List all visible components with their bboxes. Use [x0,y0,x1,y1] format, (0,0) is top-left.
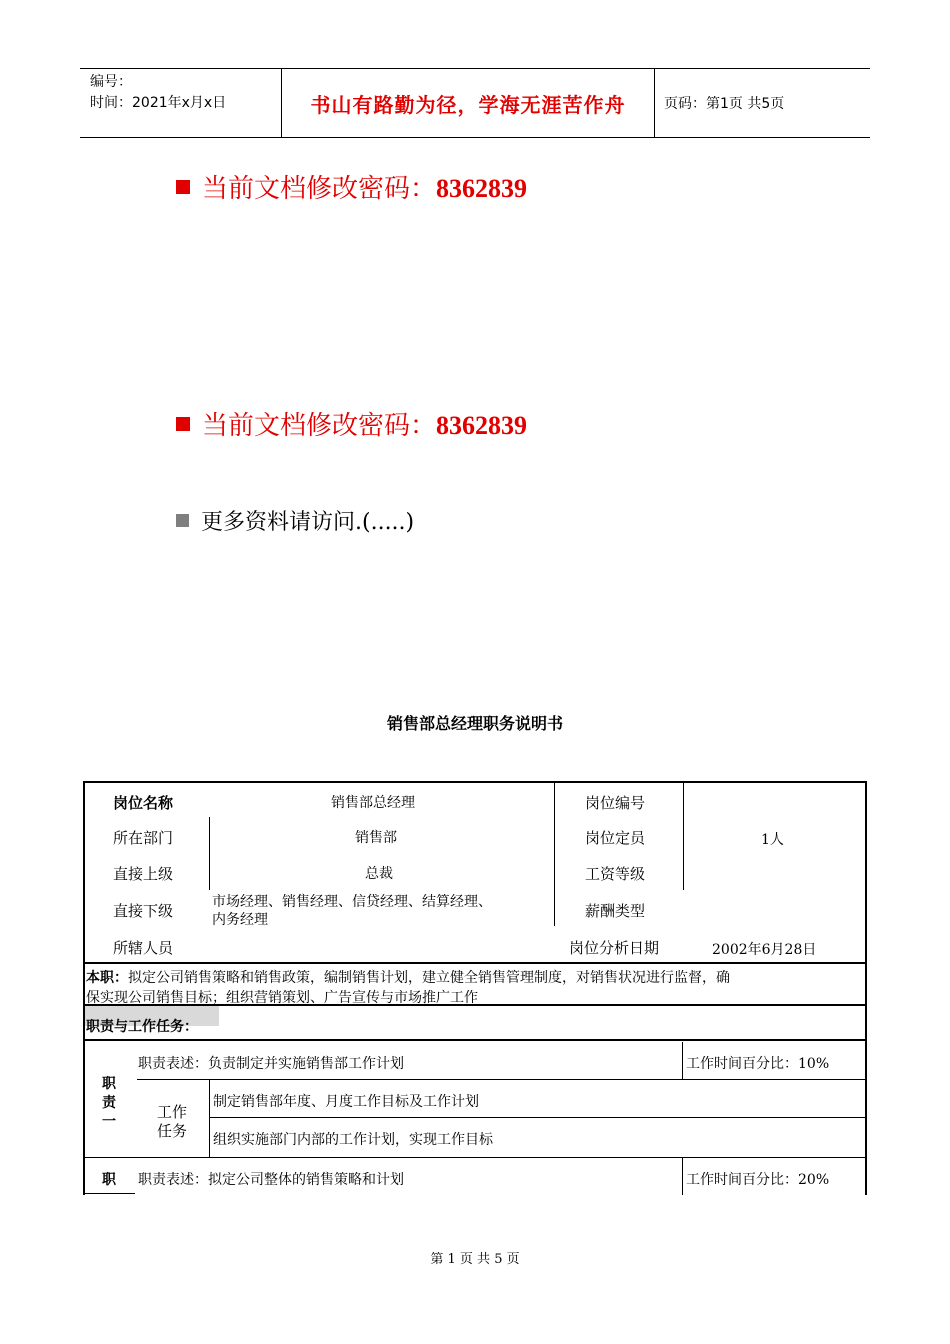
duty1-side-char-1: 职 [102,1076,116,1092]
red-square-bullet-icon [176,417,190,431]
position-name-value: 销售部总经理 [331,795,415,811]
header-number: 编号： [90,74,132,90]
divider [137,1157,865,1158]
duty1-time: 工作时间百分比：10% [686,1056,830,1072]
divider [85,962,865,964]
subordinates-value-line1: 市场经理、销售经理、信贷经理、结算经理、 [212,894,492,910]
divider [85,1157,137,1158]
duty2-side-char: 职 [102,1172,116,1188]
job-description-table [83,781,867,1195]
duties-heading: 职责与工作任务： [86,1019,198,1035]
page-footer: 第 1 页 共 5 页 [430,1252,520,1267]
header-motto: 书山有路勤为径，学海无涯苦作舟 [282,69,655,137]
position-no-label: 岗位编号 [585,794,646,812]
subordinates-value-line2: 内务经理 [212,912,268,928]
password-code: 8362839 [436,411,528,440]
password-notice-text: 当前文档修改密码： [202,174,437,204]
header-page-info: 页码：第1页 共5页 [664,96,785,112]
pay-type-label: 薪酬类型 [585,902,646,920]
header-time: 时间：2021年x月x日 [90,95,227,111]
divider [209,817,210,890]
superior-label: 直接上级 [113,865,174,883]
divider [85,1193,135,1194]
duty2-statement: 职责表述：拟定公司整体的销售策略和计划 [138,1172,404,1188]
header-meta [80,69,282,137]
position-name-label: 岗位名称 [113,794,174,812]
divider [554,783,555,926]
main-duty-line2: 保实现公司销售目标；组织营销策划、广告宣传与市场推广工作 [86,990,478,1006]
analysis-date-value: 2002年6月28日 [712,942,817,958]
department-label: 所在部门 [113,829,174,847]
document-title: 销售部总经理职务说明书 [386,714,563,733]
duty2-time: 工作时间百分比：20% [686,1172,830,1188]
divider [209,1079,210,1157]
main-duty-label: 本职： [86,970,128,986]
task-label-line2: 任务 [157,1122,188,1140]
password-notice-2 [176,405,527,442]
staff-label: 所辖人员 [113,939,174,957]
duty1-task1: 制定销售部年度、月度工作目标及工作计划 [213,1094,479,1110]
divider [682,1042,683,1079]
divider [137,1079,865,1080]
duty1-side-char-3: 一 [102,1114,116,1130]
more-info-line [176,505,414,536]
divider [683,783,684,890]
headcount-value: 1人 [761,832,784,848]
divider [209,1117,865,1118]
subordinates-label: 直接下级 [113,902,174,920]
task-label-line1: 工作 [157,1103,188,1121]
password-notice-text: 当前文档修改密码： [202,411,437,441]
password-notice-1 [176,168,527,205]
analysis-date-label: 岗位分析日期 [569,939,660,957]
page-header [80,68,870,138]
headcount-label: 岗位定员 [585,829,646,847]
superior-value: 总裁 [365,866,393,882]
divider [85,1039,865,1041]
duty1-task2: 组织实施部门内部的工作计划，实现工作目标 [213,1132,493,1148]
department-value: 销售部 [355,830,397,846]
duty1-statement: 职责表述：负责制定并实施销售部工作计划 [138,1056,404,1072]
red-square-bullet-icon [176,180,190,194]
more-info-text: 更多资料请访问.(.....) [201,510,415,535]
duty1-side-char-2: 责 [102,1095,116,1111]
divider [682,1157,683,1195]
gray-square-bullet-icon [176,514,189,527]
main-duty-line1: 拟定公司销售策略和销售政策，编制销售计划，建立健全销售管理制度，对销售状况进行监督，确 [128,970,730,986]
salary-grade-label: 工资等级 [585,865,646,883]
password-code: 8362839 [436,174,528,203]
